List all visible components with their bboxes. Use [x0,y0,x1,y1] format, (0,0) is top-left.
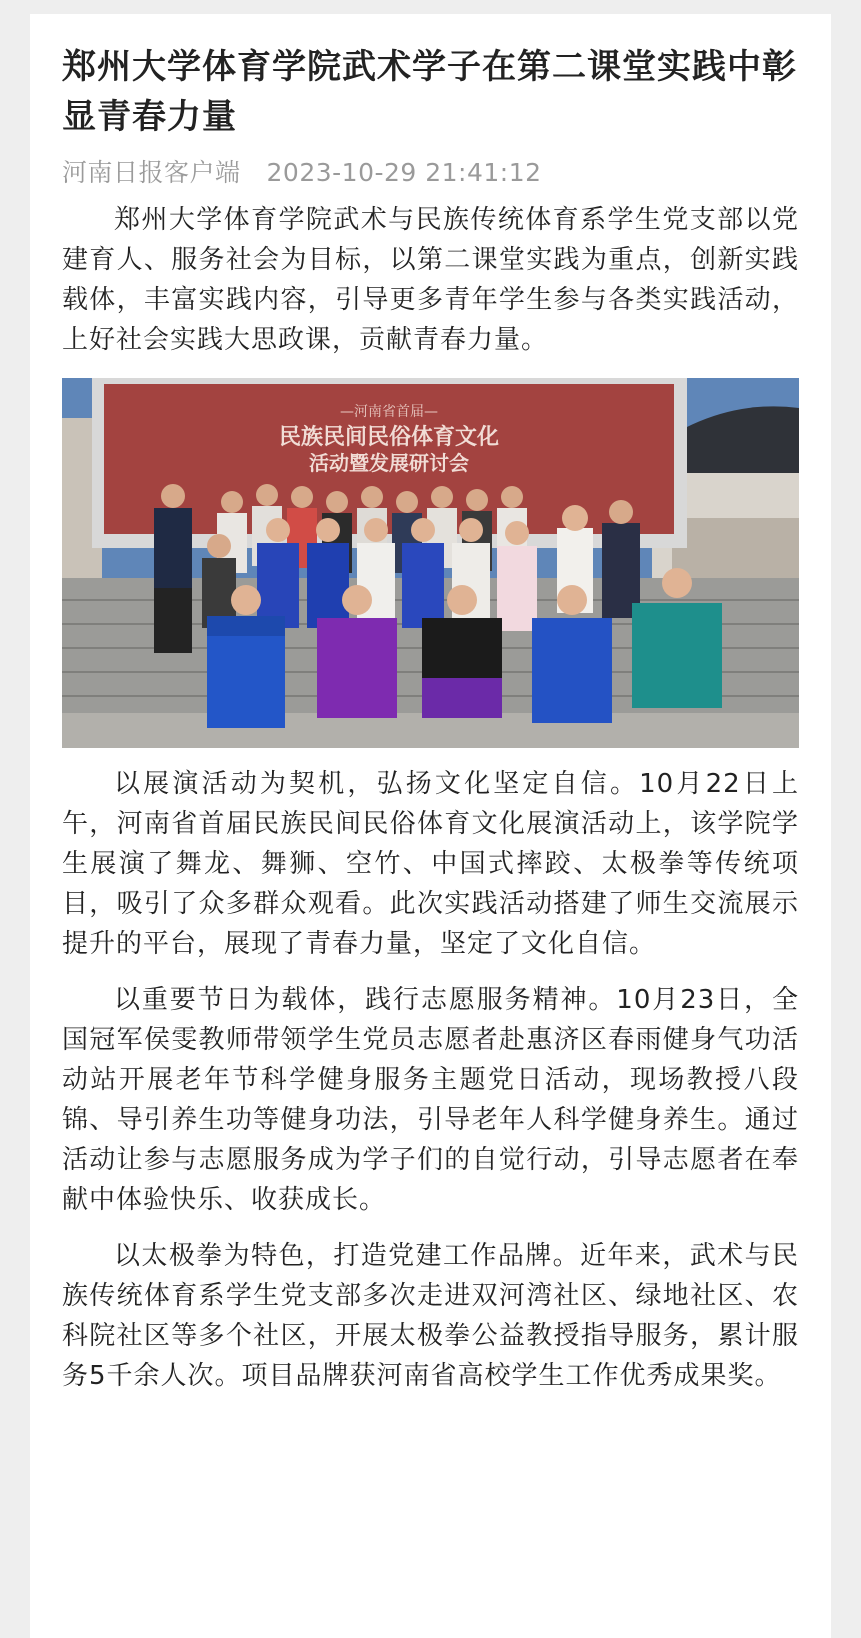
banner-line2-text: 活动暨发展研讨会 [309,451,469,475]
article-photo[interactable] [62,378,799,748]
article-card [30,14,831,1638]
article-meta [62,156,799,190]
article-datetime: 2023-10-29 21:41:12 [266,158,542,187]
article-source[interactable]: 河南日报客户端 [62,158,241,187]
banner-small-text: —河南省首届— [340,404,438,420]
article-paragraph: 以重要节日为载体，践行志愿服务精神。10月23日，全国冠军侯雯教师带领学生党员志愿者赴惠济区春雨健身气功活动站开展老年节科学健身服务主题党日活动，现场教授八段锦、导引养生功等健身功法，引导老年人科学健身养生。通过活动让参与志愿服务成为学子们的自觉行动，引导志愿者在奉献中体验快乐、收获成长。 [62,985,799,1215]
article-body [62,42,799,1396]
banner-line1-text: 民族民间民俗体育文化 [278,425,500,450]
group-photo-illustration [62,378,799,748]
article-paragraph: 以展演活动为契机，弘扬文化坚定自信。10月22日上午，河南省首届民族民间民俗体育文化展演活动上，该学院学生展演了舞龙、舞狮、空竹、中国式摔跤、太极拳等传统项目，吸引了众多群众观看。此次实践活动搭建了师生交流展示提升的平台，展现了青春力量，坚定了文化自信。 [62,769,799,959]
article-title: 郑州大学体育学院武术学子在第二课堂实践中彰显青春力量 [62,47,797,137]
article-paragraph: 郑州大学体育学院武术与民族传统体育系学生党支部以党建育人、服务社会为目标，以第二课堂实践为重点，创新实践载体，丰富实践内容，引导更多青年学生参与各类实践活动，上好社会实践大思政课，贡献青春力量。 [62,205,799,355]
article-paragraph: 以太极拳为特色，打造党建工作品牌。近年来，武术与民族传统体育系学生党支部多次走进双河湾社区、绿地社区、农科院社区等多个社区，开展太极拳公益教授指导服务，累计服务5千余人次。项目品牌获河南省高校学生工作优秀成果奖。 [62,1241,799,1391]
